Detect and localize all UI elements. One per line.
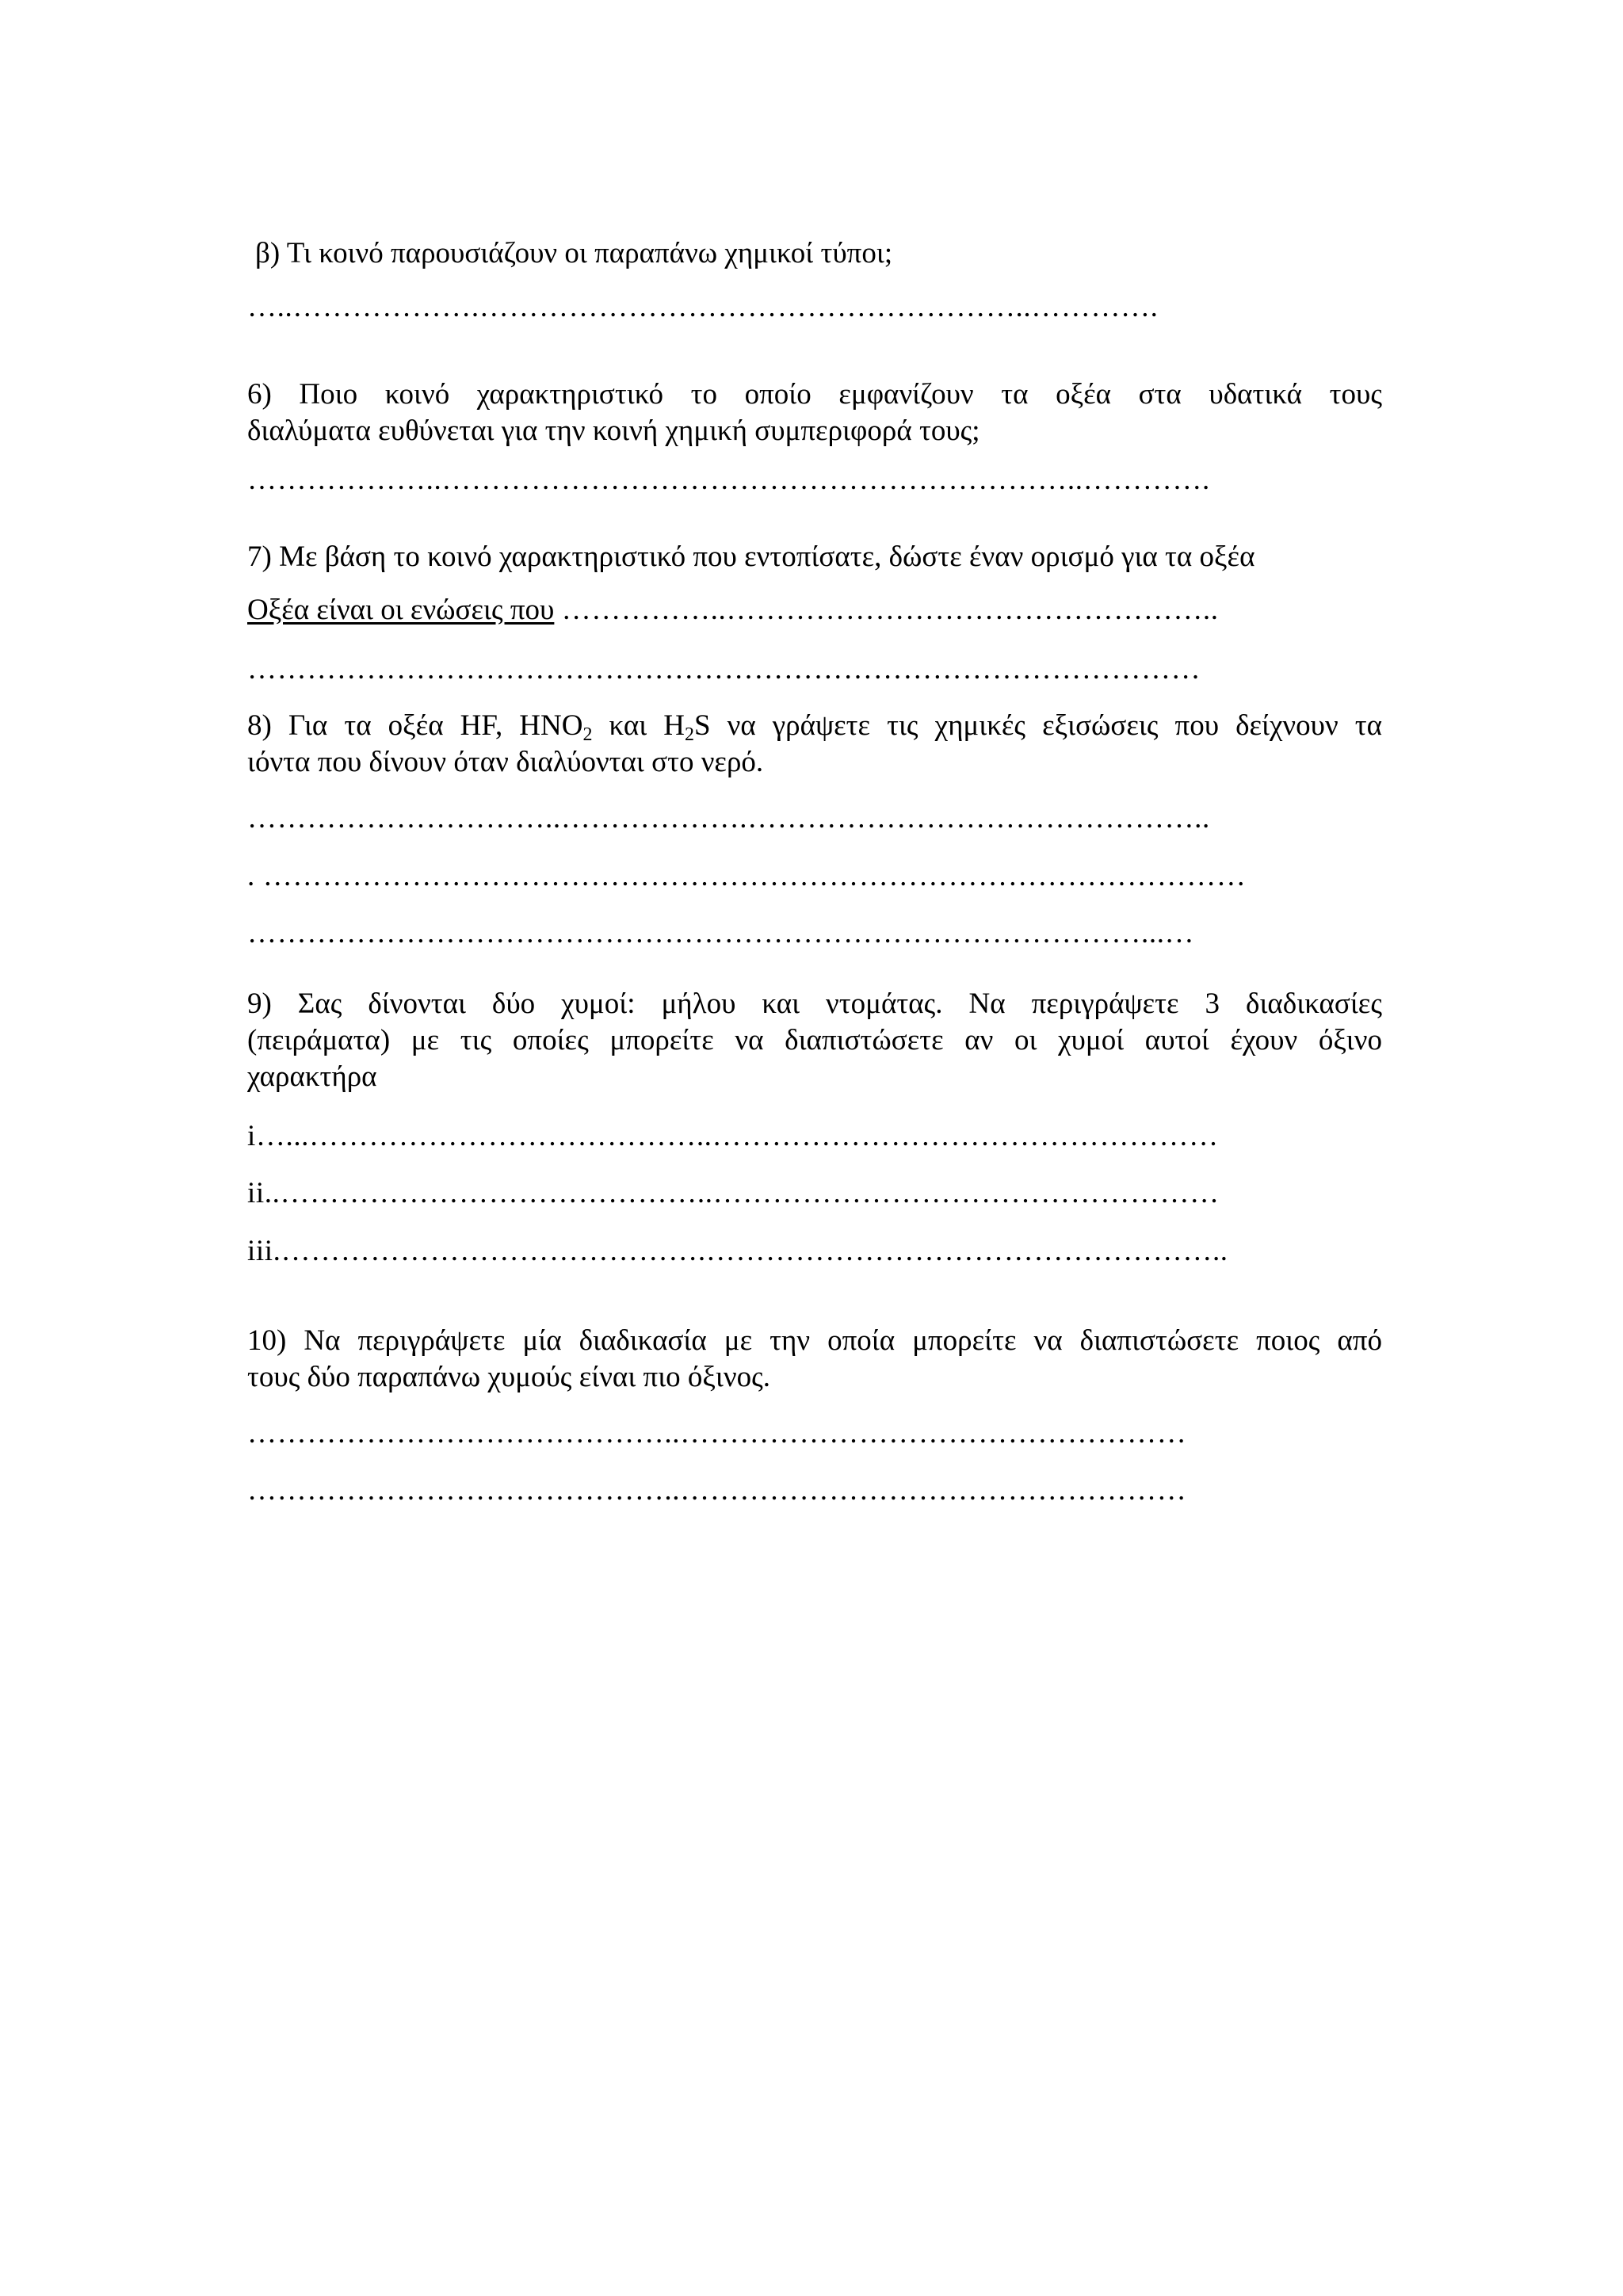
question-8-answer-line-1[interactable]: …………………………..……………….……………………………………….. xyxy=(247,802,1210,835)
question-9-answer-ii[interactable]: ii..……………………………………..…………………………………………… xyxy=(247,1177,1220,1209)
question-7-answer-line[interactable]: …………………………………………………………………………………… xyxy=(247,653,1201,686)
question-7-prompt-row xyxy=(247,592,1382,628)
question-8-answer-line-2[interactable]: . ……………………………………………………………………………………… xyxy=(247,860,1247,892)
question-8-line-1 xyxy=(247,708,1382,744)
subscript-2: 2 xyxy=(582,724,593,745)
question-9-answer-iii[interactable]: iii.…………………………………….…………………………………………….. xyxy=(247,1235,1228,1267)
question-8-answer-line-3[interactable]: ………………………………………………………………………………...… xyxy=(247,917,1195,949)
definition-prompt: Οξέα είναι οι ενώσεις που xyxy=(247,594,555,626)
question-9-line-2: (πειράματα) με τις οποίες μπορείτε να διαπιστώσετε αν οι χυμοί αυτοί έχουν όξινο xyxy=(247,1024,1382,1056)
question-10-answer-line-2[interactable]: ……………………………………..…………………………………………… xyxy=(247,1474,1187,1507)
question-6-line-2: διαλύματα ευθύνεται για την κοινή χημική συμπεριφορά τους; xyxy=(247,415,980,447)
question-10-line-2: τους δύο παραπάνω χυμούς είναι πιο όξινος. xyxy=(247,1361,770,1393)
question-9-answer-i[interactable]: i…...…………………………………..…………………………………………… xyxy=(247,1120,1219,1152)
definition-answer-line[interactable]: ……………..………………………………………….. xyxy=(561,594,1219,626)
question-9-line-3: χαρακτήρα xyxy=(247,1060,377,1093)
subscript-2: 2 xyxy=(684,724,694,745)
question-6-answer-line[interactable]: ………………..………………………………………………………..…………. xyxy=(247,464,1210,496)
question-10-answer-line-1[interactable]: ……………………………………..…………………………………………… xyxy=(247,1417,1187,1450)
question-10-line-1: 10) Να περιγράψετε μία διαδικασία με την οποία μπορείτε να διαπιστώσετε ποιος από xyxy=(247,1324,1382,1357)
question-9-line-1: 9) Σας δίνονται δύο χυμοί: μήλου και ντομάτας. Να περιγράψετε 3 διαδικασίες xyxy=(247,988,1382,1020)
question-7-line-1: 7) Με βάση το κοινό χαρακτηριστικό που εντοπίσατε, δώστε έναν ορισμό για τα οξέα xyxy=(247,541,1255,573)
question-8-line-2: ιόντα που δίνουν όταν διαλύονται στο νερό. xyxy=(247,746,764,778)
question-5b-text: β) Τι κοινό παρουσιάζουν οι παραπάνω χημικοί τύποι; xyxy=(255,237,893,269)
question-8-suffix: S να γράψετε τις χημικές εξισώσεις που δείχνουν τα xyxy=(693,709,1383,742)
question-8-mid: και H xyxy=(592,709,685,742)
question-5b-answer-line[interactable]: …..……………….………………………………………………..…………. xyxy=(247,291,1159,323)
question-8-prefix: 8) Για τα οξέα HF, HNO xyxy=(247,709,583,742)
question-6-line-1: 6) Ποιο κοινό χαρακτηριστικό το οποίο εμφανίζουν τα οξέα στα υδατικά τους xyxy=(247,378,1382,411)
